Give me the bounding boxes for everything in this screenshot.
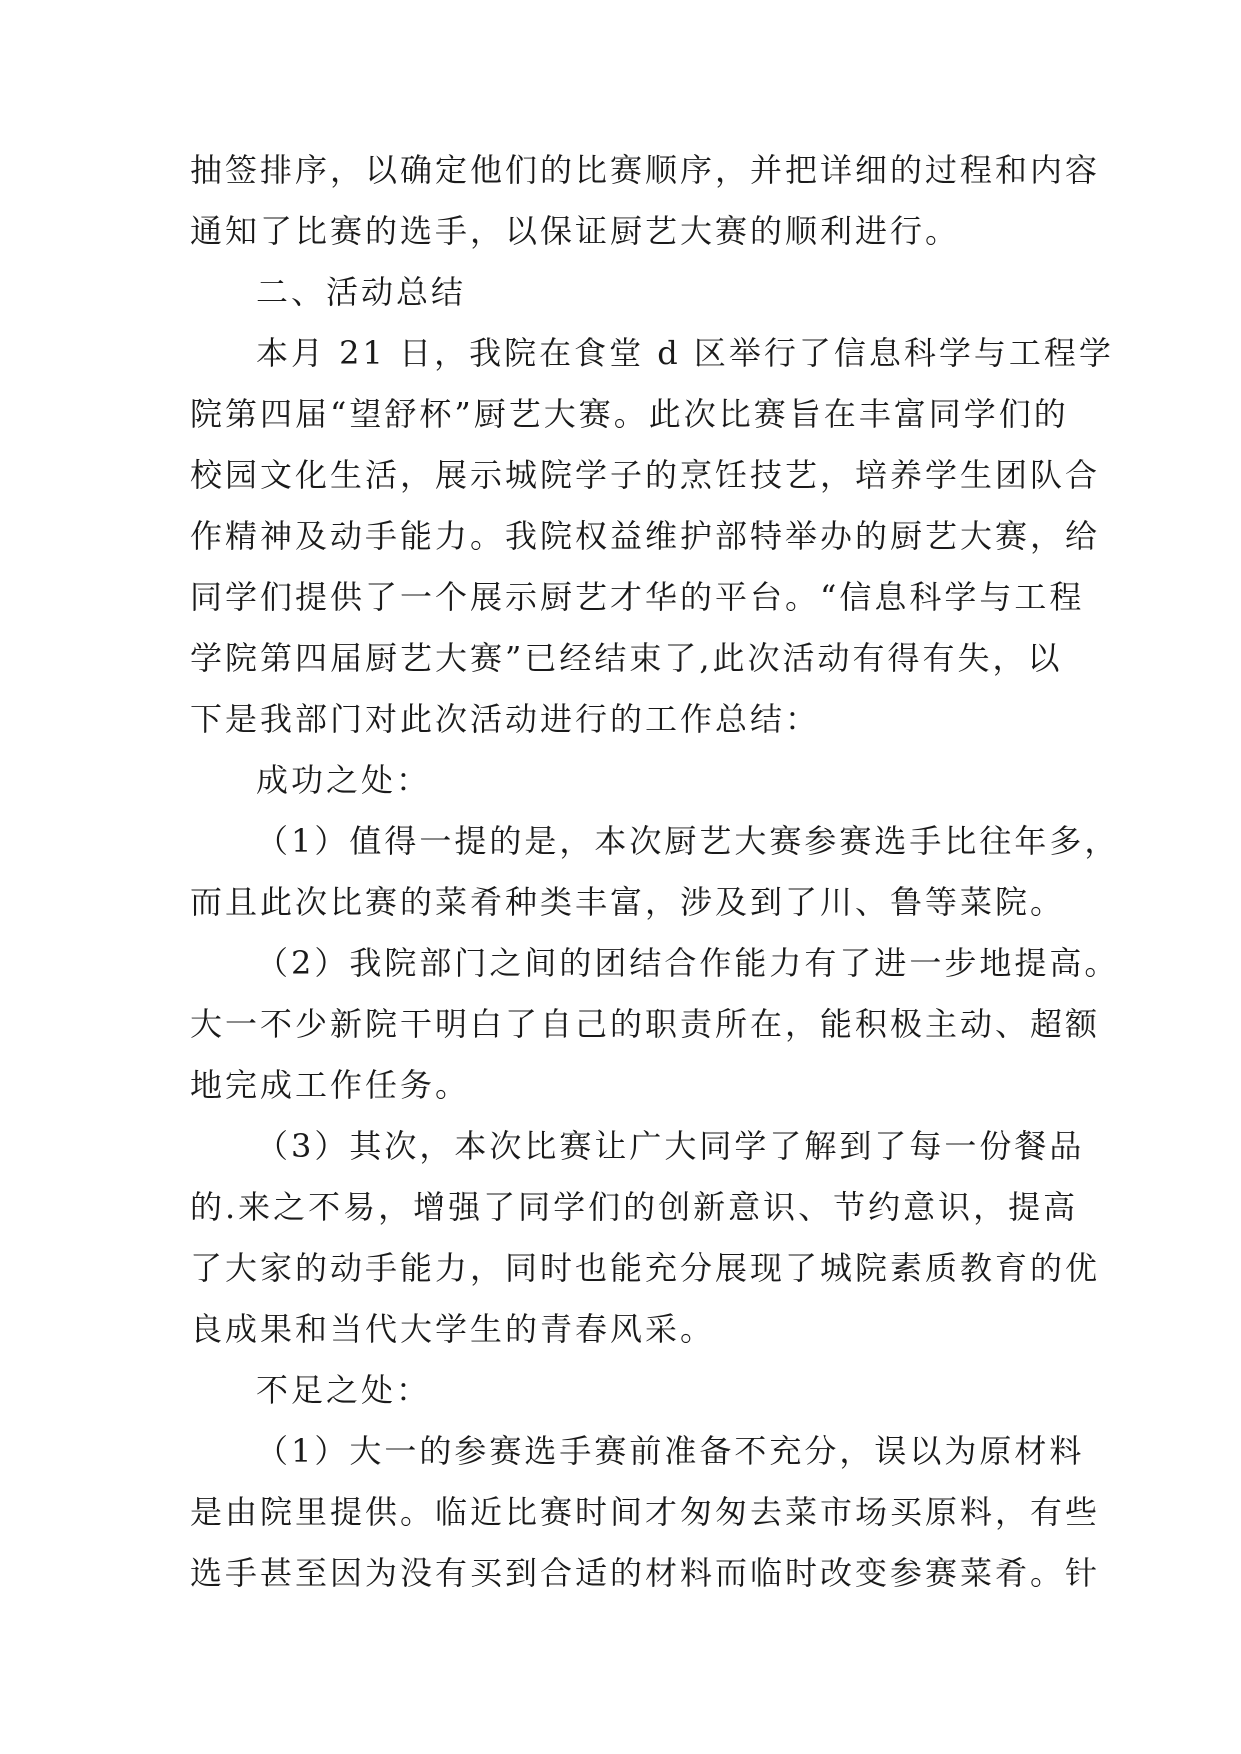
text-line: 作精神及动手能力。我院权益维护部特举办的厨艺大赛，给 (190, 517, 1101, 555)
text-line: 下是我部门对此次活动进行的工作总结： (190, 700, 821, 738)
text-line: 而且此次比赛的菜肴种类丰富，涉及到了川、鲁等菜院。 (190, 883, 1066, 921)
text-line: （2）我院部门之间的团结合作能力有了进一步地提高。 (256, 944, 1120, 982)
text-line: 选手甚至因为没有买到合适的材料而临时改变参赛菜肴。针 (190, 1554, 1101, 1592)
section-heading: 二、活动总结 (256, 273, 467, 311)
text-line: （1）大一的参赛选手赛前准备不充分，误以为原材料 (256, 1432, 1085, 1470)
text-line: 的.来之不易，增强了同学们的创新意识、节约意识，提高 (190, 1188, 1079, 1226)
text-line: 地完成工作任务。 (190, 1066, 471, 1104)
text-line: 院第四届“望舒杯”厨艺大赛。此次比赛旨在丰富同学们的 (190, 395, 1069, 433)
text-line: 大一不少新院干明白了自己的职责所在，能积极主动、超额 (190, 1005, 1101, 1043)
text-line: 同学们提供了一个展示厨艺才华的平台。“信息科学与工程 (190, 578, 1085, 616)
text-line: （1）值得一提的是，本次厨艺大赛参赛选手比往年多， (256, 822, 1120, 860)
text-line: （3）其次，本次比赛让广大同学了解到了每一份餐品 (256, 1127, 1085, 1165)
text-line: 校园文化生活，展示城院学子的烹饪技艺，培养学生团队合 (190, 456, 1101, 494)
text-line: 是由院里提供。临近比赛时间才匆匆去菜市场买原料，有些 (190, 1493, 1101, 1531)
subheading-shortcomings: 不足之处： (256, 1371, 432, 1409)
text-line: 学院第四届厨艺大赛”已经结束了,此次活动有得有失，以 (190, 639, 1063, 677)
text-line: 抽签排序，以确定他们的比赛顺序，并把详细的过程和内容 (190, 151, 1101, 189)
text-line: 通知了比赛的选手，以保证厨艺大赛的顺利进行。 (190, 212, 961, 250)
subheading-success: 成功之处： (256, 761, 432, 799)
text-line: 了大家的动手能力，同时也能充分展现了城院素质教育的优 (190, 1249, 1101, 1287)
text-line: 本月 21 日，我院在食堂 d 区举行了信息科学与工程学 (256, 334, 1114, 372)
text-line: 良成果和当代大学生的青春风采。 (190, 1310, 716, 1348)
